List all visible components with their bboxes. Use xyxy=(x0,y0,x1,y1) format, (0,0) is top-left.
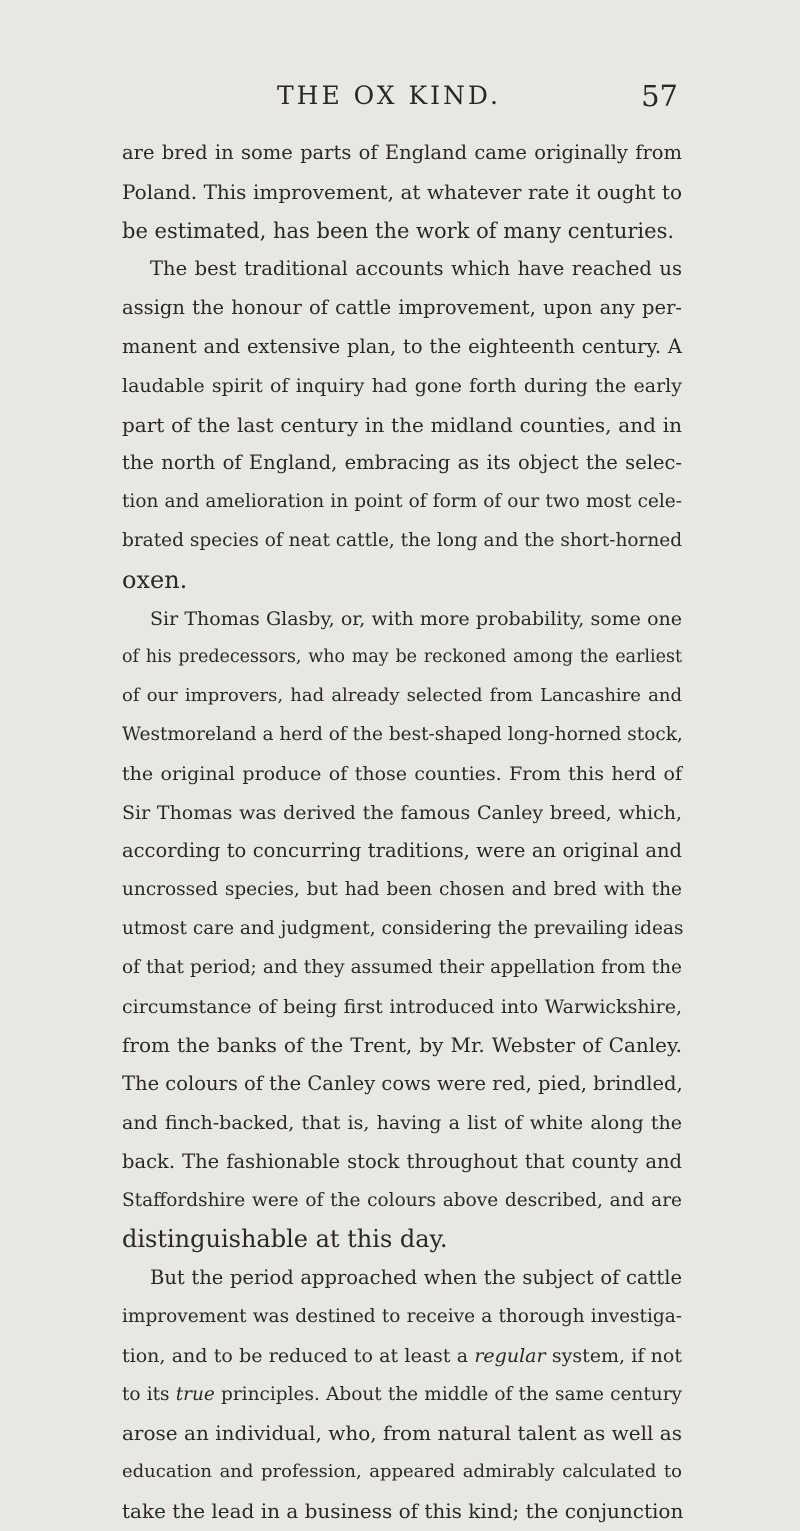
text-line: are bred in some parts of England came originally from xyxy=(122,141,682,164)
text-line: education and profession, appeared admirably calculated to xyxy=(122,1461,682,1483)
running-head xyxy=(0,78,800,114)
text-line: to its true principles. About the middle of the same century xyxy=(122,1383,682,1405)
text-line: of that period; and they assumed their appellation from the xyxy=(122,956,682,978)
text-line: of his predecessors, who may be reckoned among the earliest xyxy=(122,647,682,668)
text-line: manent and extensive plan, to the eighteenth century. A xyxy=(122,334,682,358)
text-line: tion and amelioration in point of form of our two most cele- xyxy=(122,491,682,513)
text-line: oxen. xyxy=(122,565,188,594)
text-line: back. The fashionable stock throughout that county and xyxy=(122,1149,682,1173)
text-line: circumstance of being first introduced into Warwickshire, xyxy=(122,995,682,1018)
text-line: assign the honour of cattle improvement, upon any per- xyxy=(122,296,682,320)
text-line: take the lead in a business of this kind; the conjunction xyxy=(122,1498,684,1523)
text-line: of our improvers, had already selected from Lancashire and xyxy=(122,685,682,707)
text-line: uncrossed species, but had been chosen and bred with the xyxy=(122,879,682,901)
text-line: from the banks of the Trent, by Mr. Webster of Canley. xyxy=(122,1033,682,1058)
running-title: THE OX KIND. xyxy=(277,81,502,110)
text-line: Sir Thomas was derived the famous Canley breed, which, xyxy=(122,801,682,824)
text-line: distinguishable at this day. xyxy=(122,1225,448,1254)
text-line: Poland. This improvement, at whatever rate it ought to xyxy=(122,179,682,204)
text-line: and finch-backed, that is, having a list of white along the xyxy=(122,1111,682,1134)
text-line: The colours of the Canley cows were red, pied, brindled, xyxy=(122,1072,683,1096)
text-line: be estimated, has been the work of many centuries. xyxy=(122,218,675,243)
text-line: the north of England, embracing as its object the selec- xyxy=(122,451,682,475)
text-line: part of the last century in the midland counties, and in xyxy=(122,412,682,437)
text-line: the original produce of those counties. From this herd of xyxy=(122,762,682,785)
text-line: utmost care and judgment, considering the prevailing ideas xyxy=(122,917,684,939)
text-line: But the period approached when the subject of cattle xyxy=(150,1266,682,1290)
text-line: Westmoreland a herd of the best-shaped long-horned stock, xyxy=(122,723,683,745)
text-line: tion, and to be reduced to at least a regular system, if not xyxy=(122,1344,682,1367)
body-text xyxy=(122,134,682,1531)
text-line: arose an individual, who, from natural talent as well as xyxy=(122,1421,682,1446)
page-number: 57 xyxy=(641,79,678,113)
text-line: laudable spirit of inquiry had gone forth during the early xyxy=(122,374,682,397)
text-line: brated species of neat cattle, the long and the short-horned xyxy=(122,529,683,551)
text-line: Staffordshire were of the colours above described, and are xyxy=(122,1189,682,1211)
text-line: improvement was destined to receive a thorough investiga- xyxy=(122,1305,682,1327)
text-line: Sir Thomas Glasby, or, with more probability, some one xyxy=(150,607,682,630)
text-line: according to concurring traditions, were an original and xyxy=(122,839,682,863)
text-line: The best traditional accounts which have reached us xyxy=(150,257,682,281)
